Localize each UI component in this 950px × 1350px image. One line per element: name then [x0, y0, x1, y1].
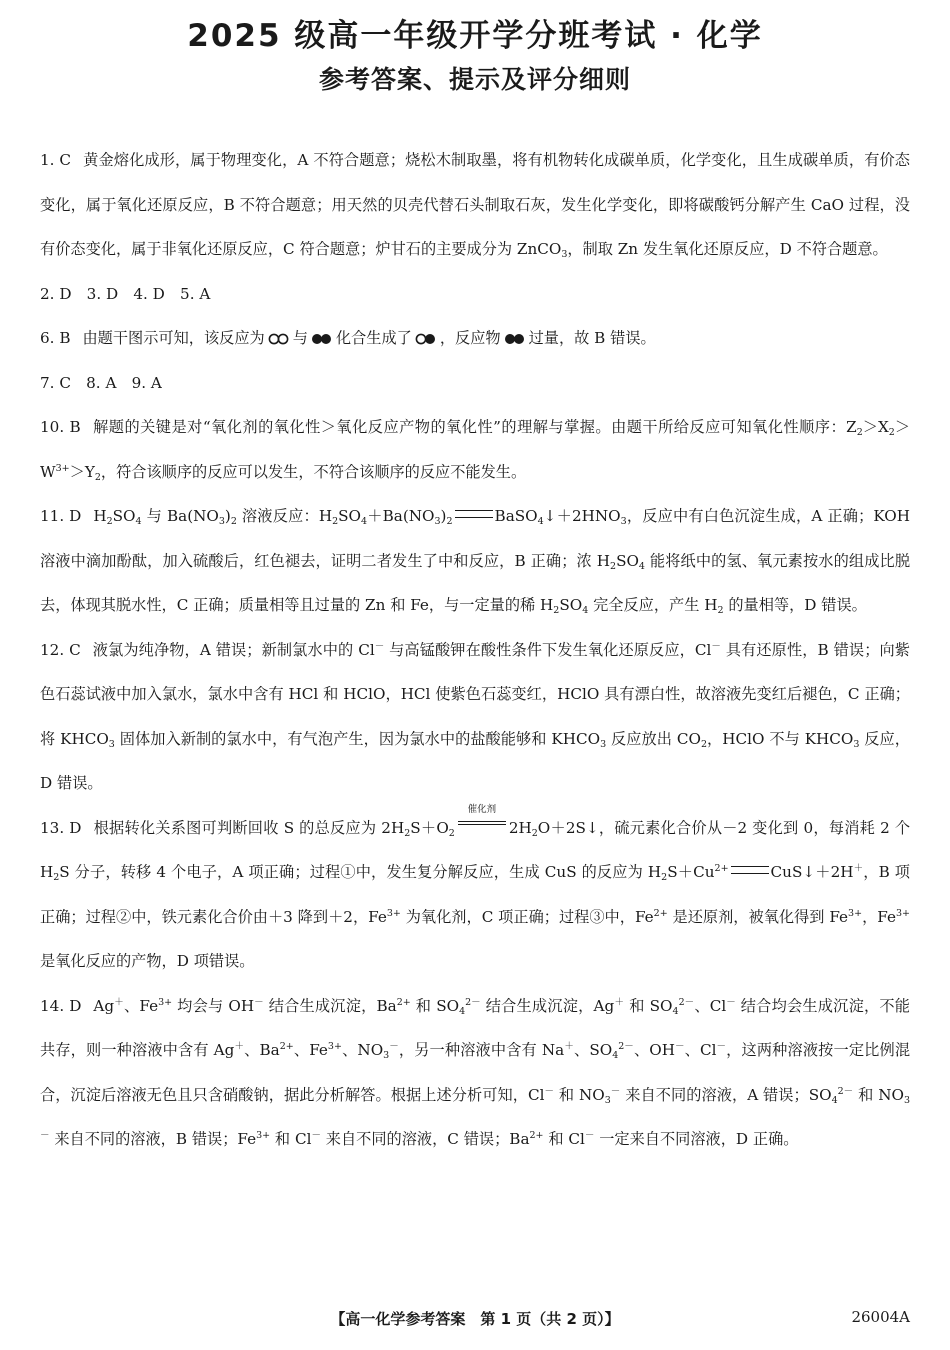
answer-number: 1. C	[40, 151, 72, 169]
answer-item-13: 13. D 根据转化关系图可判断回收 S 的总反应为 $2H_2S+O_2$ 催化剂 $2H_2O+2S↓$，硫元素化合价从－2 变化到 0，每消耗 2 个 $H_2S$ 分子，转移 4 个电子，A 项正确；过程①中，发生复分解反应，生成 CuS 的反应为 $H_2S+Cu^{2+}$ CuS↓＋2H＋，B 项正确；过程②中，铁元素化合价由＋3 降到＋2，$Fe^{3+}$ 为氧化剂，C 项正确；过程③中，$Fe^{2+}$ 是还原剂，被氧化得到 $Fe^{3+}$，$Fe^{3+}$ 是氧化反应的产物，D 项错误。	[40, 803, 911, 970]
hollow-solid-atom-molecule-icon	[415, 333, 437, 345]
two-solid-atoms-molecule-icon	[311, 333, 333, 345]
answer-item-11: 11. D $H_2SO_4$ 与 $Ba(NO_3)_2$ 溶液反应：$H_2SO_4+Ba(NO_3)_2$ $BaSO_4↓+2HNO_3$，反应中有白色沉淀生成，A 正确；KOH 溶液中滴加酚酞，加入硫酸后，红色褪去，证明二者发生了中和反应，B 正确；浓 $H_2SO_4$ 能将纸中的氢、氧元素按水的组成比脱去，体现其脱水性，C 正确；质量相等且过量的 Zn 和 Fe，与一定量的稀 $H_2SO_4$ 完全反应，产生 $H_2$ 的量相等，D 错误。	[40, 507, 911, 616]
answer-item-10: 10. B 解题的关键是对“氧化剂的氧化性＞氧化反应产物的氧化性”的理解与掌握。由题干所给反应可知氧化性顺序：$Z_2>X_2>W^{3+}>Y_2$，符合该顺序的反应可以发生，不符合该顺序的反应不能发生。	[40, 418, 910, 483]
answer-item-12: 12. C 液氯为纯净物，A 错误；新制氯水中的 Cl－ 与高锰酸钾在酸性条件下发生氧化还原反应，Cl－ 具有还原性，B 错误；向紫色石蕊试液中加入氯水，氯水中含有 HCl 和 HClO，HCl 使紫色石蕊变红，HClO 具有漂白性，故溶液先变红后褪色，C 正确；将 $KHCO_3$ 固体加入新制的氯水中，有气泡产生，因为氯水中的盐酸能够和 $KHCO_3$ 反应放出 $CO_2$，HClO 不与 $KHCO_3$ 反应，D 错误。	[40, 640, 910, 792]
two-solid-atoms-molecule-icon	[504, 333, 526, 345]
page-title: 2025 级高一年级开学分班考试 · 化学	[187, 18, 763, 54]
answer-item-1: 1. C 黄金熔化成形，属于物理变化，A 不符合题意；烧松木制取墨，将有机物转化成碳单质，化学变化，且生成碳单质，有价态变化，属于氧化还原反应，B 不符合题意；用天然的贝壳代替石头制取石灰，发生化学变化，即将碳酸钙分解产生 CaO 过程，没有价态变化，属于非氧化还原反应，C 符合题意；炉甘石的主要成分为 ZnCO$_3$，制取 Zn 发生氧化还原反应，D 不符合题意。	[40, 151, 910, 260]
answer-number: 10. B	[40, 418, 81, 436]
catalyst-condition-arrow	[456, 803, 508, 831]
answer-number: 12. C	[40, 640, 81, 659]
answer-number: 13. D	[40, 818, 82, 837]
page-subtitle: 参考答案、提示及评分细则	[318, 65, 631, 94]
two-hollow-atoms-molecule-icon	[268, 333, 290, 345]
answer-item-2-5: 2. D 3. D 4. D 5. A	[40, 284, 211, 303]
header	[0, 14, 950, 98]
answer-number: 14. D	[40, 996, 82, 1015]
equals-sign-icon	[455, 510, 493, 518]
answer-item-14: 14. D Ag＋、$Fe^{3+}$ 均会与 OH－ 结合生成沉淀，$Ba^{2+}$ 和 $SO_4^{2-}$ 结合生成沉淀，Ag＋ 和 $SO_4^{2-}$、Cl－ 结合均会生成沉淀，不能共存，则一种溶液中含有 Ag＋、$Ba^{2+}$、$Fe^{3+}$、$NO_3^-$，另一种溶液中含有 Na＋、$SO_4^{2-}$、OH－、Cl－，这两种溶液按一定比例混合，沉淀后溶液无色且只含硝酸钠，据此分析解答。根据上述分析可知，Cl－ 和 $NO_3^-$ 来自不同的溶液，A 错误；$SO_4^{2-}$ 和 $NO_3^-$ 来自不同的溶液，B 错误；$Fe^{3+}$ 和 Cl－ 来自不同的溶液，C 错误；$Ba^{2+}$ 和 Cl－ 一定来自不同溶液，D 正确。	[40, 996, 911, 1148]
answer-number: 11. D	[40, 507, 82, 525]
equals-sign-icon	[731, 866, 769, 874]
answer-number: 6. B	[40, 329, 71, 347]
page-footer: 【高一化学参考答案 第 1 页（共 2 页）】	[330, 1310, 620, 1328]
catalyst-label: 催化剂	[467, 803, 497, 815]
answer-item-6: 6. B 由题干图示可知，该反应为 与 化合生成了 ，反应物 过量，故 B 错误。	[40, 329, 656, 347]
document-code: 26004A	[851, 1308, 910, 1326]
answer-content	[40, 138, 910, 1162]
answer-item-7-9: 7. C 8. A 9. A	[40, 373, 162, 392]
